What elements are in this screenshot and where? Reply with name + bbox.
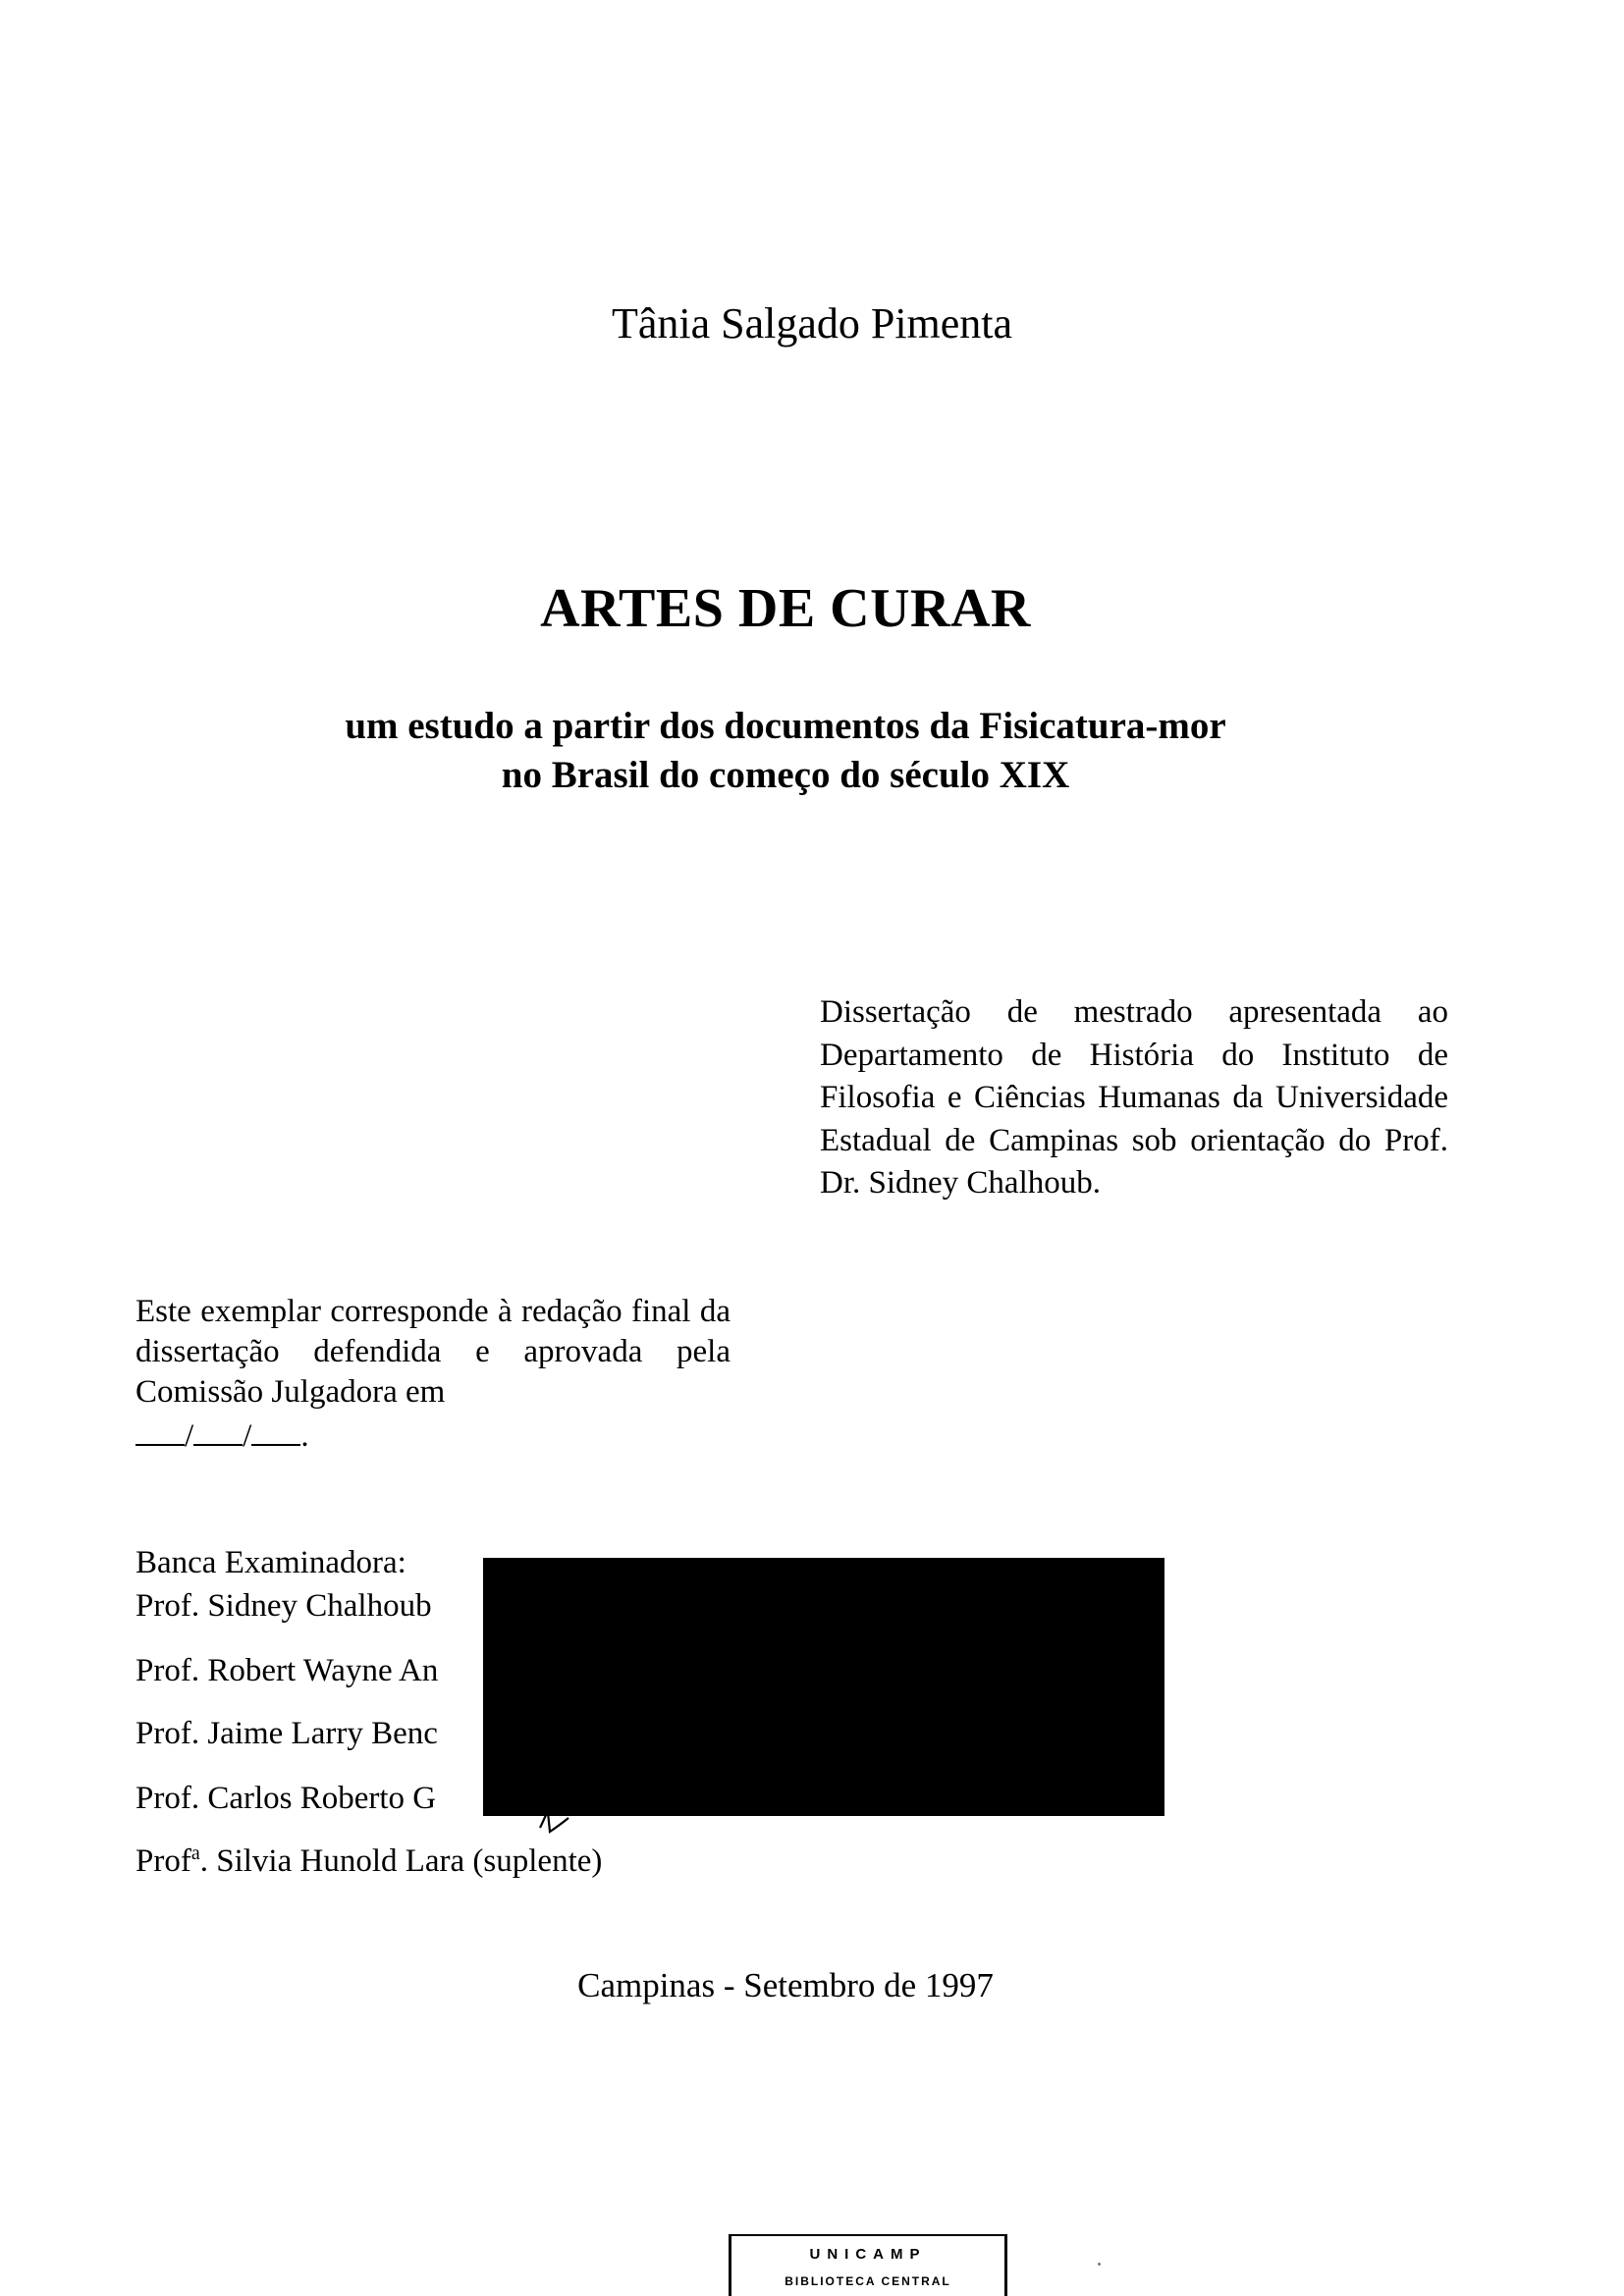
dissertation-note: Dissertação de mestrado apresentada ao Departamento de História do Instituto de Filosofia e Ciências Humanas da Universidade Estadual de Campinas sob orientação do Prof. Dr. Sidney Chalhoub. bbox=[820, 994, 1448, 1201]
date-separator-2: / bbox=[243, 1418, 252, 1454]
date-separator-1: / bbox=[185, 1418, 194, 1454]
scan-speck bbox=[1098, 2263, 1101, 2266]
date-day-blank bbox=[135, 1415, 185, 1446]
author-name: Tânia Salgado Pimenta bbox=[611, 299, 1013, 347]
date-end-mark: . bbox=[300, 1418, 309, 1454]
place-and-date: Campinas - Setembro de 1997 bbox=[577, 1966, 994, 2004]
banca-label: Banca Examinadora: bbox=[135, 1545, 406, 1580]
stamp-line-1: UNICAMP bbox=[809, 2246, 927, 2263]
exemplar-note: Este exemplar corresponde à redação final da dissertação defendida e aprovada pela Comissão Julgadora em bbox=[135, 1294, 731, 1410]
banca-member-4: Prof. Carlos Roberto G bbox=[135, 1781, 437, 1816]
library-stamp bbox=[729, 2234, 1007, 2296]
suplente-name: . Silvia Hunold Lara (suplente) bbox=[199, 1843, 603, 1879]
banca-member-3: Prof. Jaime Larry Benc bbox=[135, 1716, 438, 1751]
approval-date-blank bbox=[135, 1415, 309, 1457]
thesis-title: ARTES DE CURAR bbox=[540, 578, 1031, 639]
thesis-subtitle bbox=[0, 702, 1571, 800]
banca-member-2: Prof. Robert Wayne An bbox=[135, 1653, 439, 1688]
date-month-blank bbox=[193, 1415, 243, 1446]
suplente-prefix: Prof bbox=[135, 1843, 191, 1879]
redaction-block bbox=[483, 1558, 1164, 1816]
banca-member-1: Prof. Sidney Chalhoub bbox=[135, 1588, 432, 1624]
banca-member-suplente bbox=[135, 1840, 602, 1883]
stamp-line-2: BIBLIOTECA CENTRAL bbox=[785, 2274, 951, 2288]
suplente-superscript: a bbox=[190, 1842, 200, 1864]
subtitle-line-1: um estudo a partir dos documentos da Fisicatura-mor bbox=[345, 705, 1226, 747]
signature-stroke bbox=[536, 1806, 571, 1836]
date-year-blank bbox=[251, 1415, 300, 1446]
subtitle-line-2: no Brasil do começo do século XIX bbox=[501, 754, 1070, 796]
